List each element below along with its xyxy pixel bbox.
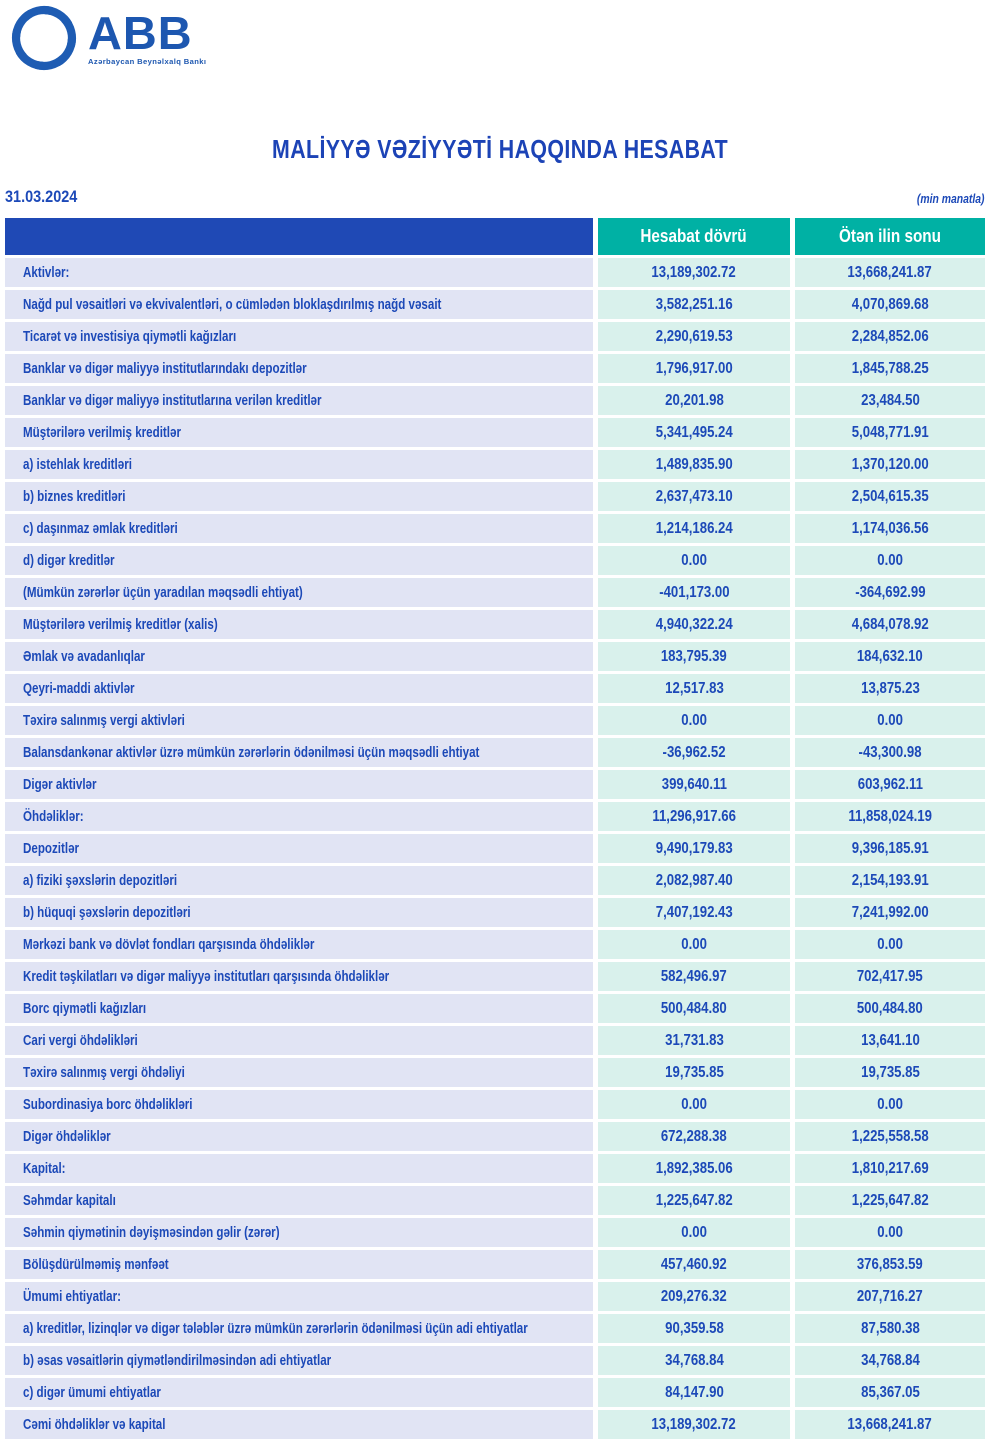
row-value-current [598,866,790,895]
row-value-previous [795,1154,985,1183]
row-label-text: Əmlak və avadanlıqlar [23,648,145,665]
row-label-text: Nağd pul vəsaitləri və ekvivalentləri, o cümlədən bloklaşdırılmış nağd vəsait [23,296,442,313]
row-label [5,706,593,735]
row-label [5,418,593,447]
row-label-text: Təxirə salınmış vergi aktivləri [23,712,185,729]
row-value-previous [795,578,985,607]
table-row [5,834,985,863]
table-row [5,1314,985,1343]
row-value-previous-text: 85,367.05 [860,1383,920,1401]
row-label-text: b) əsas vəsaitlərin qiymətləndirilməsindən adi ehtiyatlar [23,1352,332,1369]
row-value-previous-text: 376,853.59 [857,1255,923,1273]
row-value-previous-text: 1,810,217.69 [851,1159,929,1177]
row-value-current-text: 1,796,917.00 [655,359,733,377]
row-value-previous [795,1090,985,1119]
row-value-current-text: 0.00 [681,551,707,569]
row-label-text: Cəmi öhdəliklər və kapital [23,1416,166,1433]
row-label [5,354,593,383]
row-label-text: a) istehlak kreditləri [23,456,132,473]
row-label-text: Bölüşdürülməmiş mənfəət [23,1256,169,1273]
table-header [5,218,985,255]
row-value-current-text: 13,189,302.72 [651,263,737,281]
row-value-current-text: 9,490,179.83 [655,839,733,857]
row-label-text: Təxirə salınmış vergi öhdəliyi [23,1064,185,1081]
row-label-text: Müştərilərə verilmiş kreditlər [23,424,181,441]
row-label [5,1346,593,1375]
row-value-current [598,1378,790,1407]
row-value-current-text: 500,484.80 [661,999,727,1017]
row-value-current-text: 2,082,987.40 [655,871,733,889]
row-label-text: Subordinasiya borc öhdəlikləri [23,1096,193,1113]
row-value-previous [795,386,985,415]
row-label-text: Müştərilərə verilmiş kreditlər (xalis) [23,616,218,633]
row-label [5,546,593,575]
row-label-text: Səhmin qiymətinin dəyişməsindən gəlir (zərər) [23,1224,280,1241]
row-value-previous [795,834,985,863]
row-value-previous [795,418,985,447]
row-value-current-text: 0.00 [681,935,707,953]
row-value-previous [795,1058,985,1087]
row-label-text: Borc qiymətli kağızları [23,1000,147,1017]
row-value-previous-text: 13,668,241.87 [847,263,933,281]
row-value-previous [795,610,985,639]
report-date: 31.03.2024 [5,187,78,206]
row-label-text: Mərkəzi bank və dövlət fondları qarşısında öhdəliklər [23,936,315,953]
table-row [5,930,985,959]
row-label [5,1026,593,1055]
row-value-current [598,1122,790,1151]
row-value-previous [795,1218,985,1247]
table-row [5,290,985,319]
row-label [5,1154,593,1183]
table-row [5,962,985,991]
row-value-previous-text: 207,716.27 [857,1287,923,1305]
row-value-current [598,962,790,991]
row-value-previous-text: 1,225,647.82 [851,1191,929,1209]
row-value-previous-text: 23,484.50 [860,391,920,409]
logo-subtitle: Azərbaycan Beynəlxalq Bankı [88,57,207,67]
row-label [5,962,593,991]
logo-brand: ABB [88,7,193,60]
row-label-text: a) fiziki şəxslərin depozitləri [23,872,178,889]
table-row [5,1026,985,1055]
row-label-text: b) hüquqi şəxslərin depozitləri [23,904,191,921]
table-row [5,866,985,895]
row-value-current [598,1282,790,1311]
row-value-current [598,610,790,639]
row-value-current [598,770,790,799]
row-label-text: c) digər ümumi ehtiyatlar [23,1384,161,1401]
table-row [5,1154,985,1183]
row-label-text: Kapital: [23,1160,66,1177]
row-value-current-text: 1,489,835.90 [655,455,733,473]
row-value-current [598,418,790,447]
row-value-previous-text: 702,417.95 [857,967,923,985]
row-value-current-text: 2,637,473.10 [655,487,733,505]
row-value-current [598,1154,790,1183]
row-label [5,1250,593,1279]
row-value-previous [795,930,985,959]
row-value-current-text: 12,517.83 [664,679,724,697]
row-value-previous [795,1346,985,1375]
row-label-text: Öhdəliklər: [23,808,84,825]
row-value-current [598,578,790,607]
row-value-previous-text: 1,845,788.25 [851,359,929,377]
row-value-previous-text: 13,875.23 [860,679,920,697]
row-label-text: Banklar və digər maliyyə institutlarındakı depozitlər [23,360,307,377]
row-value-current [598,514,790,543]
row-value-previous-text: 500,484.80 [857,999,923,1017]
row-value-current-text: 209,276.32 [661,1287,727,1305]
row-value-previous [795,1314,985,1343]
row-label [5,1314,593,1343]
row-value-current [598,642,790,671]
table-row [5,514,985,543]
table-row [5,1218,985,1247]
table-row [5,770,985,799]
column-header-previous: Ötən ilin sonu [795,218,985,255]
row-label [5,290,593,319]
row-value-current-text: 19,735.85 [664,1063,724,1081]
abb-swirl-icon [10,4,78,72]
row-value-previous-text: 4,684,078.92 [851,615,929,633]
row-value-current [598,1026,790,1055]
row-label [5,322,593,351]
table-row [5,322,985,351]
row-value-current-text: 0.00 [681,711,707,729]
row-label [5,738,593,767]
row-label-text: Cari vergi öhdəlikləri [23,1032,138,1049]
row-value-previous-text: 9,396,185.91 [851,839,929,857]
row-value-previous-text: 184,632.10 [857,647,923,665]
row-label-text: Ümumi ehtiyatlar: [23,1288,121,1305]
row-label [5,1378,593,1407]
table-body [5,258,985,1441]
row-value-previous [795,514,985,543]
row-value-previous-text: -364,692.99 [854,583,926,601]
row-value-previous-text: 13,668,241.87 [847,1415,933,1433]
row-label [5,258,593,287]
row-value-current-text: 11,296,917.66 [652,807,736,825]
row-value-current-text: 5,341,495.24 [655,423,733,441]
row-value-previous-text: 0.00 [877,551,903,569]
row-value-previous [795,1122,985,1151]
row-value-current [598,386,790,415]
row-label [5,1186,593,1215]
row-value-current-text: 0.00 [681,1223,707,1241]
abb-logo [10,4,206,72]
row-label [5,1058,593,1087]
row-label-text: b) biznes kreditləri [23,488,126,505]
row-label-text: Digər aktivlər [23,776,97,793]
row-value-current-text: 1,214,186.24 [655,519,733,537]
row-value-previous-text: 0.00 [877,1095,903,1113]
row-value-previous [795,994,985,1023]
row-label-text: Qeyri-maddi aktivlər [23,680,135,697]
table-row [5,642,985,671]
row-value-current-text: -401,173.00 [658,583,730,601]
row-value-current [598,1218,790,1247]
row-value-current-text: 457,460.92 [661,1255,727,1273]
table-row [5,258,985,287]
row-label [5,674,593,703]
table-row [5,1090,985,1119]
row-value-previous [795,1282,985,1311]
row-value-previous [795,546,985,575]
column-header-current: Hesabat dövrü [598,218,790,255]
table-row [5,418,985,447]
row-value-current-text: 20,201.98 [664,391,724,409]
row-value-current [598,1186,790,1215]
row-value-current-text: 183,795.39 [661,647,727,665]
row-value-current [598,706,790,735]
table-row [5,354,985,383]
table-row [5,1122,985,1151]
row-label [5,610,593,639]
row-value-current-text: 84,147.90 [664,1383,724,1401]
row-value-previous [795,674,985,703]
row-value-current-text: 34,768.84 [664,1351,724,1369]
row-value-current [598,994,790,1023]
row-label-text: Depozitlər [23,840,80,857]
row-label [5,866,593,895]
row-value-previous-text: 7,241,992.00 [851,903,929,921]
table-row [5,578,985,607]
row-value-current-text: 4,940,322.24 [655,615,733,633]
row-value-current-text: 399,640.11 [661,775,727,793]
row-label-text: d) digər kreditlər [23,552,115,569]
table-row [5,450,985,479]
row-label [5,1282,593,1311]
row-label [5,994,593,1023]
row-value-previous-text: 87,580.38 [860,1319,920,1337]
table-row [5,738,985,767]
table-row [5,674,985,703]
row-value-previous-text: 4,070,869.68 [851,295,929,313]
row-value-previous-text: 1,370,120.00 [851,455,929,473]
row-value-current-text: 2,290,619.53 [655,327,733,345]
table-row [5,898,985,927]
row-label [5,642,593,671]
row-value-current [598,322,790,351]
row-label-text: Ticarət və investisiya qiymətli kağızları [23,328,237,345]
row-label [5,450,593,479]
row-value-current [598,1314,790,1343]
row-value-previous-text: 5,048,771.91 [851,423,929,441]
row-value-current [598,898,790,927]
row-value-previous-text: 0.00 [877,711,903,729]
row-value-previous [795,1186,985,1215]
row-value-current [598,450,790,479]
row-value-previous [795,450,985,479]
row-label [5,930,593,959]
row-value-previous [795,482,985,511]
row-label [5,770,593,799]
row-value-previous [795,802,985,831]
page-title: MALİYYƏ VƏZİYYƏTİ HAQQINDA HESABAT [272,134,728,164]
row-label [5,1090,593,1119]
row-value-current [598,258,790,287]
table-row [5,994,985,1023]
table-row [5,1378,985,1407]
row-value-previous [795,770,985,799]
table-row [5,610,985,639]
row-value-previous [795,706,985,735]
row-label [5,802,593,831]
row-value-previous [795,322,985,351]
row-value-previous [795,354,985,383]
row-value-previous [795,1250,985,1279]
row-value-previous-text: -43,300.98 [858,743,922,761]
row-value-previous [795,290,985,319]
table-row [5,1058,985,1087]
table-row [5,482,985,511]
row-value-current [598,802,790,831]
row-label-text: Səhmdar kapitalı [23,1192,116,1209]
row-value-current-text: 1,892,385.06 [655,1159,733,1177]
row-value-previous-text: 19,735.85 [860,1063,920,1081]
row-value-current-text: 31,731.83 [664,1031,724,1049]
row-value-current [598,1058,790,1087]
row-value-previous-text: 2,504,615.35 [851,487,929,505]
row-label [5,578,593,607]
unit-note: (min manatla) [917,191,985,206]
row-label [5,386,593,415]
table-row [5,1282,985,1311]
row-value-previous-text: 13,641.10 [860,1031,920,1049]
row-label-text: Kredit təşkilatları və digər maliyyə institutları qarşısında öhdəliklər [23,968,390,985]
logo-text [88,7,207,67]
row-label [5,834,593,863]
row-value-current-text: 3,582,251.16 [655,295,733,313]
row-value-previous [795,258,985,287]
row-value-previous-text: 0.00 [877,1223,903,1241]
row-value-previous [795,642,985,671]
row-value-previous [795,738,985,767]
row-value-current-text: 13,189,302.72 [651,1415,737,1433]
row-value-current-text: -36,962.52 [662,743,726,761]
row-value-previous-text: 2,284,852.06 [851,327,929,345]
row-value-previous [795,866,985,895]
table-row [5,386,985,415]
row-label [5,1410,593,1439]
row-value-current-text: 7,407,192.43 [655,903,733,921]
table-row [5,706,985,735]
table-row [5,546,985,575]
row-value-current [598,1410,790,1439]
row-value-previous-text: 11,858,024.19 [848,807,932,825]
row-value-current [598,1250,790,1279]
row-value-current-text: 1,225,647.82 [655,1191,733,1209]
table-header-stub [5,218,593,255]
table-row [5,802,985,831]
row-value-previous [795,1026,985,1055]
row-label [5,482,593,511]
row-value-current [598,834,790,863]
row-label-text: Balansdankənar aktivlər üzrə mümkün zərərlərin ödənilməsi üçün məqsədli ehtiyat [23,744,480,761]
row-value-current [598,1346,790,1375]
row-value-previous [795,898,985,927]
row-label-text: (Mümkün zərərlər üçün yaradılan məqsədli ehtiyat) [23,584,303,601]
row-value-previous [795,1410,985,1439]
row-value-previous [795,1378,985,1407]
row-value-previous-text: 1,174,036.56 [851,519,929,537]
row-label-text: Aktivlər: [23,264,70,281]
row-value-previous-text: 2,154,193.91 [851,871,929,889]
table-row [5,1186,985,1215]
table-row [5,1410,985,1439]
row-value-current [598,1090,790,1119]
row-value-previous-text: 0.00 [877,935,903,953]
row-value-current [598,290,790,319]
row-value-current-text: 582,496.97 [661,967,727,985]
row-value-previous [795,962,985,991]
row-value-current-text: 672,288.38 [661,1127,727,1145]
row-label-text: Banklar və digər maliyyə institutlarına verilən kreditlər [23,392,322,409]
row-label [5,514,593,543]
row-label-text: c) daşınmaz əmlak kreditləri [23,520,178,537]
row-value-current [598,546,790,575]
row-label-text: a) kreditlər, lizinqlər və digər tələblər üzrə mümkün zərərlərin ödənilməsi üçün adi ehtiyatlar [23,1320,528,1337]
row-value-current [598,674,790,703]
row-value-current [598,930,790,959]
row-value-current-text: 90,359.58 [664,1319,724,1337]
row-value-current [598,482,790,511]
row-label [5,1122,593,1151]
row-label [5,1218,593,1247]
row-value-previous-text: 1,225,558.58 [851,1127,929,1145]
row-value-current [598,354,790,383]
row-value-current-text: 0.00 [681,1095,707,1113]
row-value-previous-text: 34,768.84 [860,1351,920,1369]
table-row [5,1346,985,1375]
table-row [5,1250,985,1279]
row-value-previous-text: 603,962.11 [857,775,923,793]
row-label [5,898,593,927]
row-value-current [598,738,790,767]
row-label-text: Digər öhdəliklər [23,1128,111,1145]
